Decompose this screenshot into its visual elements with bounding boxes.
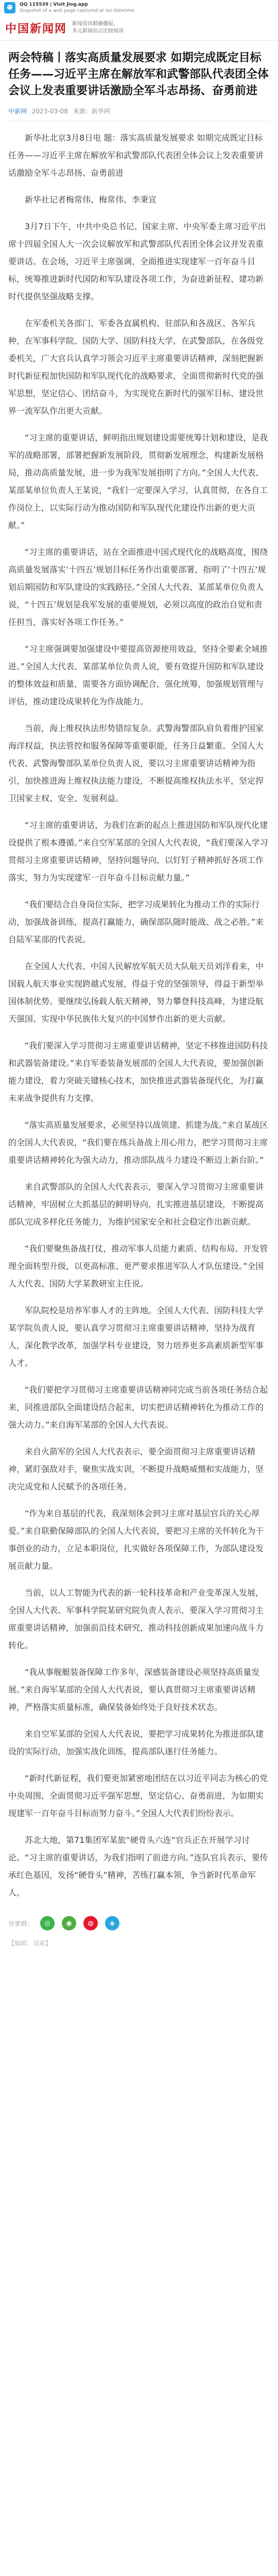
article-paragraph: 当前，海上维权执法形势错综复杂。武警海警部队肩负着维护国家海洋权益，执法管控和服务保障等重要职能，任务日益繁重。全国人大代表、武警海警部队某单位负责人说，要以习主席重要讲话精神为指引，加快推进海上维权执法能力建设，不断提高维权执法水平，坚定捍卫国家主权、安全、发展利益。 [8, 723, 264, 803]
top-banner [0, 0, 278, 15]
share-moments-icon[interactable]: ◉ [62, 1916, 76, 1930]
site-logo[interactable]: 中国新闻网 [5, 22, 67, 36]
article-paragraph: “习主席强调要加强建设中要提高资源使用效益，坚持全要素全域推进。”全国人大代表、某部某单位负责人说，要有效提升国防和军队建设的整体效益和质量，需要各方面协调配合，强化统筹，加强规划管理与评估，推动建设成果转化为作战能力。 [8, 644, 268, 706]
site-header [0, 15, 278, 41]
article-paragraph: “我们要深入学习贯彻习主席重要讲话精神，坚定不移推进国防科技和武器装备建设。”来自军委装备发展部的全国人大代表说，要加强创新能力建设，着力突破关键核心技术，加快推进武器装备现代化，为打赢未来战争提供有力支撑。 [8, 1041, 268, 1103]
top-banner-line1: QQ 115539 | Visit Jiog.app [20, 2, 88, 7]
article-paragraph: 3月7日下午，中共中央总书记、国家主席、中央军委主席习近平出席十四届全国人大一次会议解放军和武警部队代表团全体会议并发表重要讲话。在会场，习近平主席强调，全面推进实现建军一百年奋斗目标，统筹推进新时代国防和军队建设各项工作，为奋进新征程、建功新时代提供坚强战略支撑。 [8, 222, 266, 301]
article-paragraph: 在军委机关各部门、军委各直属机构、驻部队和各战区、各军兵种，在军事科学院、国防大学、国防科技大学，在武警部队，在各级党委机关，广大官兵认真学习领会习近平主席重要讲话精神，深刻把握新时代新征程加快国防和军队现代化的战略要求，全面贯彻新时代党的强军思想，坚定信心、团结奋斗，为实现党在新时代的强军目标、建设世界一流军队作出更大贡献。 [8, 318, 264, 416]
article-channel[interactable]: 中新网 [8, 108, 27, 115]
article-paragraph: “我们要聚焦备战打仗，推动军事人员能力素质、结构布局、开发管理全面转型升级，以更高标准、更严要求推进军队人才队伍建设。”全国人大代表、国防大学某教研室主任说。 [8, 1244, 268, 1289]
article-paragraph: “习主席的重要讲话，站在全面推进中国式现代化的战略高度，围绕高质量发展落实‘十四五’规划目标任务作出重要部署，指明了‘十四五’规划后期国防和军队建设的实践路径。”全国人大代表、某部某单位负责人说，“十四五’规划是我军发展的重要规划，必须以高度的政治自觉和责任担当，落实好各项工作任务。” [8, 547, 268, 627]
article-paragraph: 来自武警部队的全国人大代表表示，要深入学习贯彻习主席重要讲话精神，牢固树立大抓基层的鲜明导向，扎实推进基层建设，不断提高部队完成多样化任务能力，为维护国家安全和社会稳定作出新贡献。 [8, 1182, 264, 1227]
slogan-line1: 新闻资讯精确播报， [72, 21, 119, 27]
article-paragraph: “习主席的重要讲话，鲜明指出规划建设需要统筹计划和建设，是我军的战略部署，部署把握新发展阶段，贯彻新发展理念，构建新发展格局，推动高质量发展，进一步为我军发展指明了方向。”全国人大代表、某部某单位负责人王某说，“我们一定要深入学习，认真贯彻，在各自工作岗位上，以实际行动为推动国防和军队现代化建设作出新的更大贡献。” [8, 433, 268, 530]
article-paragraph: 来自空军某部的全国人大代表说，要把学习成果转化为推进部队建设的实际行动，加强实战化训练，提高部队遂行任务能力。 [8, 1729, 264, 1756]
article-paragraph: “新时代新征程，我们要更加紧密地团结在以习近平同志为核心的党中央周围，全面贯彻习近平强军思想，坚定信心、奋勇前进，为如期实现建军一百年奋斗目标而努力奋斗。”全国人大代表们纷纷表示。 [8, 1773, 268, 1818]
article-paragraph: 当前，以人工智能为代表的新一轮科技革命和产业变革深入发展，全国人大代表、军事科学院某研究院负责人表示，要深入学习贯彻习主席重要讲话精神，加强前沿技术研究，推动科技创新成果加速向战斗力转化。 [8, 1588, 264, 1650]
share-weibo-icon[interactable]: ◍ [83, 1916, 98, 1930]
article-paragraph: 军队院校是培养军事人才的主阵地。全国人大代表、国防科技大学某学院负责人说，要认真学习贯彻习主席重要讲话精神，坚持为战育人，深化教学改革，加强学科专业建设，努力培养更多高素质新型军事人才。 [8, 1306, 264, 1368]
article-container [0, 41, 278, 1958]
article-paragraph: 新华社北京3月8日电 题：落实高质量发展要求 如期完成既定目标任务——习近平主席在解放军和武警部队代表团全体会议上发表重要讲话激励全军斗志昂扬、奋勇前进 [8, 133, 264, 178]
article-paragraph: “作为来自基层的代表，我深刻体会到习主席对基层官兵的关心厚爱。”来自联勤保障部队的全国人大代表说，要把习主席的关怀转化为干事创业的动力，立足本职岗位，扎实做好各项保障工作，为部队建设发展贡献力量。 [8, 1509, 264, 1571]
article-paragraph: 苏北大地，第71集团军某旅“硬骨头六连”官兵正在开展学习讨论。“习主席的重要讲话，为我们指明了前进方向。”连队官兵表示，要传承红色基因，发扬“硬骨头”精神，苦练打赢本领，争当新时代革命军人。 [8, 1835, 268, 1897]
top-banner-line2: Snapshot of a web page captured at iso datetime [20, 8, 134, 13]
article-paragraph: “我们要结合自身岗位实际，把学习成果转化为推动工作的实际行动，加强战备训练，提高打赢能力，确保部队随时能战、战之必胜。”来自陆军某部的代表说。 [8, 900, 264, 944]
qq-logo-icon [4, 2, 15, 13]
article-date: 2023-03-08 [32, 107, 68, 115]
article-source: 来源：新华网 [73, 108, 110, 115]
article-paragraph: “落实高质量发展要求，必须坚持以战领建、抓建为战。”来自某战区的全国人大代表说，“我们要在练兵备战上用心用力，把学习贯彻习主席重要讲话精神转化为强大动力，推动部队战斗力建设不断迈上新台阶。” [8, 1120, 268, 1165]
article-title: 两会特稿丨落实高质量发展要求 如期完成既定目标任务——习近平主席在解放军和武警部队代表团全体会议上发表重要讲话激励全军斗志昂扬、奋勇前进 [8, 52, 269, 97]
article-paragraph: “我从事舰艇装备保障工作多年，深感装备建设必须坚持高质量发展。”来自海军某部的全国人大代表说，要认真贯彻习主席重要讲话精神，严格落实质量标准，确保装备始终处于良好技术状态。 [8, 1667, 260, 1712]
site-slogan [72, 21, 124, 35]
article-paragraph: 来自火箭军的全国人大代表表示，要全面贯彻习主席重要讲话精神，紧盯强敌对手，聚焦实战实训，不断提升战略威慑和实战能力，坚决完成党和人民赋予的各项任务。 [8, 1447, 264, 1492]
article-paragraph: “习主席的重要讲话，为我们在新的起点上推进国防和军队现代化建设提供了根本遵循。”来自空军某部的全国人大代表说，“我们要深入学习贯彻习主席重要讲话精神，坚持问题导向，以钉钉子精神抓好各项工作落实，努力为实现建军一百年奋斗目标贡献力量。” [8, 820, 268, 883]
article-paragraph: 在全国人大代表、中国人民解放军航天员大队航天员刘洋看来，中国载人航天事业实现跨越式发展，得益于党的坚强领导，得益于新型举国体制优势。要继续弘扬载人航天精神，努力攀登科技高峰，为建设航天强国、实现中华民族伟大复兴的中国梦作出新的更大贡献。 [8, 961, 264, 1024]
article-paragraph: 新华社记者梅常伟、梅常伟、李秉宣 [25, 195, 157, 205]
article-editor: 【编辑：刘欢】 [8, 1940, 52, 1947]
share-row [8, 1911, 270, 1934]
share-qq-icon[interactable]: ◈ [105, 1916, 119, 1930]
share-label: 分享到： [8, 1920, 33, 1927]
share-wechat-icon[interactable]: ◎ [40, 1916, 55, 1930]
article-meta [8, 107, 270, 121]
article-body [8, 129, 270, 1902]
article-paragraph: “我们要把学习贯彻习主席重要讲话精神同完成当前各项任务结合起来，同推进部队全面建设结合起来，切实把讲话精神转化为推动工作的强大动力。”来自海军某部的全国人大代表说。 [8, 1385, 268, 1430]
slogan-line2: 多元新闻站点比较阅读 [72, 28, 124, 34]
